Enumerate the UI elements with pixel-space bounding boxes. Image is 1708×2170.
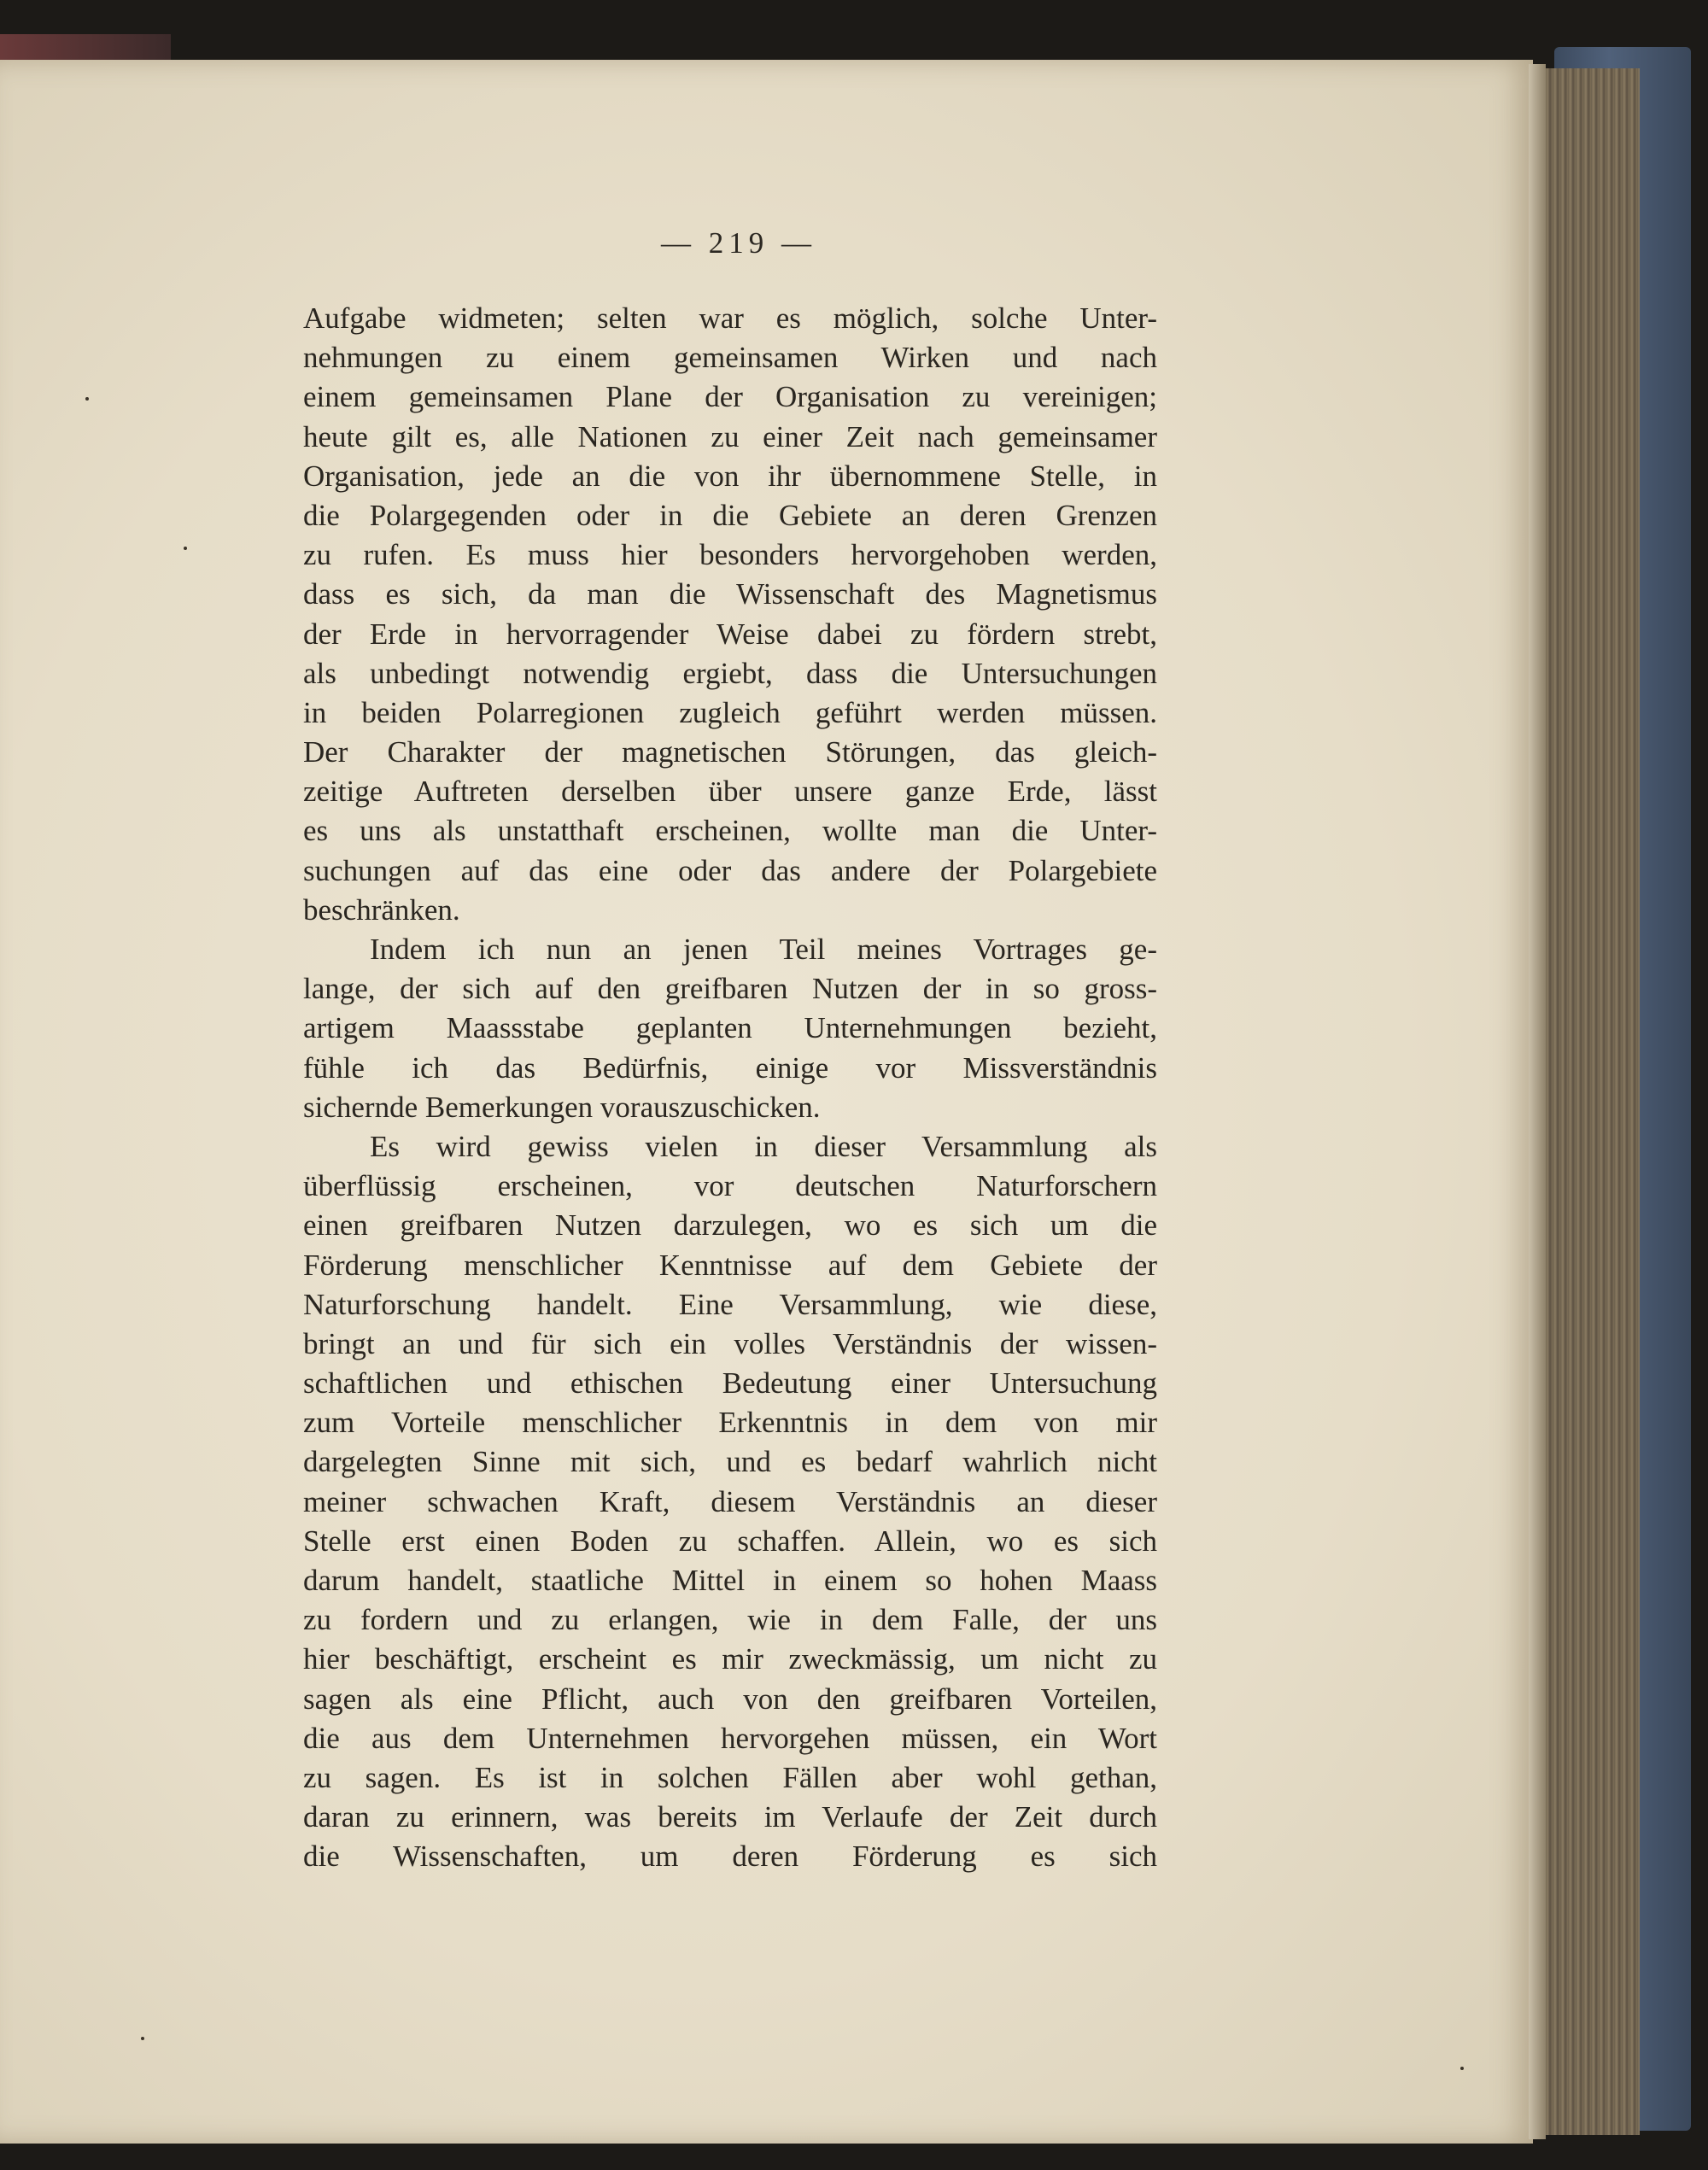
text-line: zu sagen. Es ist in solchen Fällen aber wohl gethan, <box>303 1760 1157 1794</box>
text-line: nehmungen zu einem gemeinsamen Wirken und nach <box>303 341 1157 375</box>
text-line: artigem Maassstabe geplanten Unternehmungen bezieht, <box>303 1011 1157 1045</box>
page-gutter-shadow <box>1529 64 1546 2139</box>
text-line: die Polargegenden oder in die Gebiete an deren Grenzen <box>303 498 1157 532</box>
text-line: suchungen auf das eine oder das andere der Polargebiete <box>303 853 1157 887</box>
speck-mark <box>1460 2067 1464 2070</box>
text-line: es uns als unstatthaft erscheinen, wollte man die Unter- <box>303 814 1157 848</box>
text-line: überflüssig erscheinen, vor deutschen Naturforschern <box>303 1169 1157 1203</box>
text-line: daran zu erinnern, was bereits im Verlaufe der Zeit durch <box>303 1800 1157 1834</box>
text-line: beschränken. <box>303 892 460 927</box>
text-line: hier beschäftigt, erscheint es mir zweckmässig, um nicht zu <box>303 1642 1157 1676</box>
page-block-edges <box>1537 68 1640 2135</box>
body-text <box>303 299 1157 1877</box>
text-line: Der Charakter der magnetischen Störungen, das gleich- <box>303 735 1157 769</box>
binding-strip <box>0 34 171 60</box>
text-line: schaftlichen und ethischen Bedeutung einer Untersuchung <box>303 1366 1157 1401</box>
text-line: sagen als eine Pflicht, auch von den greifbaren Vorteilen, <box>303 1682 1157 1716</box>
text-line: lange, der sich auf den greifbaren Nutzen der in so gross- <box>303 972 1157 1006</box>
text-line: zu fordern und zu erlangen, wie in dem Falle, der uns <box>303 1603 1157 1637</box>
page-number: — 219 — <box>661 226 816 260</box>
text-line: Stelle erst einen Boden zu schaffen. Allein, wo es sich <box>303 1524 1157 1558</box>
text-line: die Wissenschaften, um deren Förderung es sich <box>303 1840 1157 1874</box>
text-line: darum handelt, staatliche Mittel in einem so hohen Maass <box>303 1564 1157 1597</box>
text-line: zum Vorteile menschlicher Erkenntnis in dem von mir <box>303 1406 1157 1440</box>
text-line: bringt an und für sich ein volles Verständnis der wissen- <box>303 1326 1157 1360</box>
text-line: der Erde in hervorragender Weise dabei zu fördern strebt, <box>303 617 1157 651</box>
text-line: Es wird gewiss vielen in dieser Versammlung als <box>370 1129 1157 1163</box>
text-line: zeitige Auftreten derselben über unsere ganze Erde, lässt <box>303 775 1157 809</box>
text-line: zu rufen. Es muss hier besonders hervorgehoben werden, <box>303 538 1157 572</box>
speck-mark <box>85 397 89 401</box>
text-line: Aufgabe widmeten; selten war es möglich, solche Unter- <box>303 301 1157 335</box>
text-line: als unbedingt notwendig ergiebt, dass die Untersuchungen <box>303 656 1157 690</box>
text-line: fühle ich das Bedürfnis, einige vor Missverständnis <box>303 1050 1157 1085</box>
text-line: einen greifbaren Nutzen darzulegen, wo es sich um die <box>303 1208 1157 1243</box>
text-line: dargelegten Sinne mit sich, und es bedarf wahrlich nicht <box>303 1445 1157 1479</box>
text-line: dass es sich, da man die Wissenschaft des Magnetismus <box>303 577 1157 611</box>
text-line: Organisation, jede an die von ihr übernommene Stelle, in <box>303 459 1157 493</box>
text-line: heute gilt es, alle Nationen zu einer Zeit nach gemeinsamer <box>303 419 1157 453</box>
speck-mark <box>141 2037 144 2040</box>
text-line: sichernde Bemerkungen vorauszuschicken. <box>303 1090 821 1124</box>
text-line: Förderung menschlicher Kenntnisse auf dem Gebiete der <box>303 1248 1157 1282</box>
text-line: die aus dem Unternehmen hervorgehen müssen, ein Wort <box>303 1721 1157 1755</box>
speck-mark <box>184 547 187 550</box>
text-line: einem gemeinsamen Plane der Organisation zu vereinigen; <box>303 380 1157 414</box>
text-line: Indem ich nun an jenen Teil meines Vortrages ge- <box>370 933 1157 966</box>
text-line: meiner schwachen Kraft, diesem Verständnis an dieser <box>303 1484 1157 1518</box>
text-line: in beiden Polarregionen zugleich geführt werden müssen. <box>303 695 1157 729</box>
text-line: Naturforschung handelt. Eine Versammlung, wie diese, <box>303 1287 1157 1321</box>
